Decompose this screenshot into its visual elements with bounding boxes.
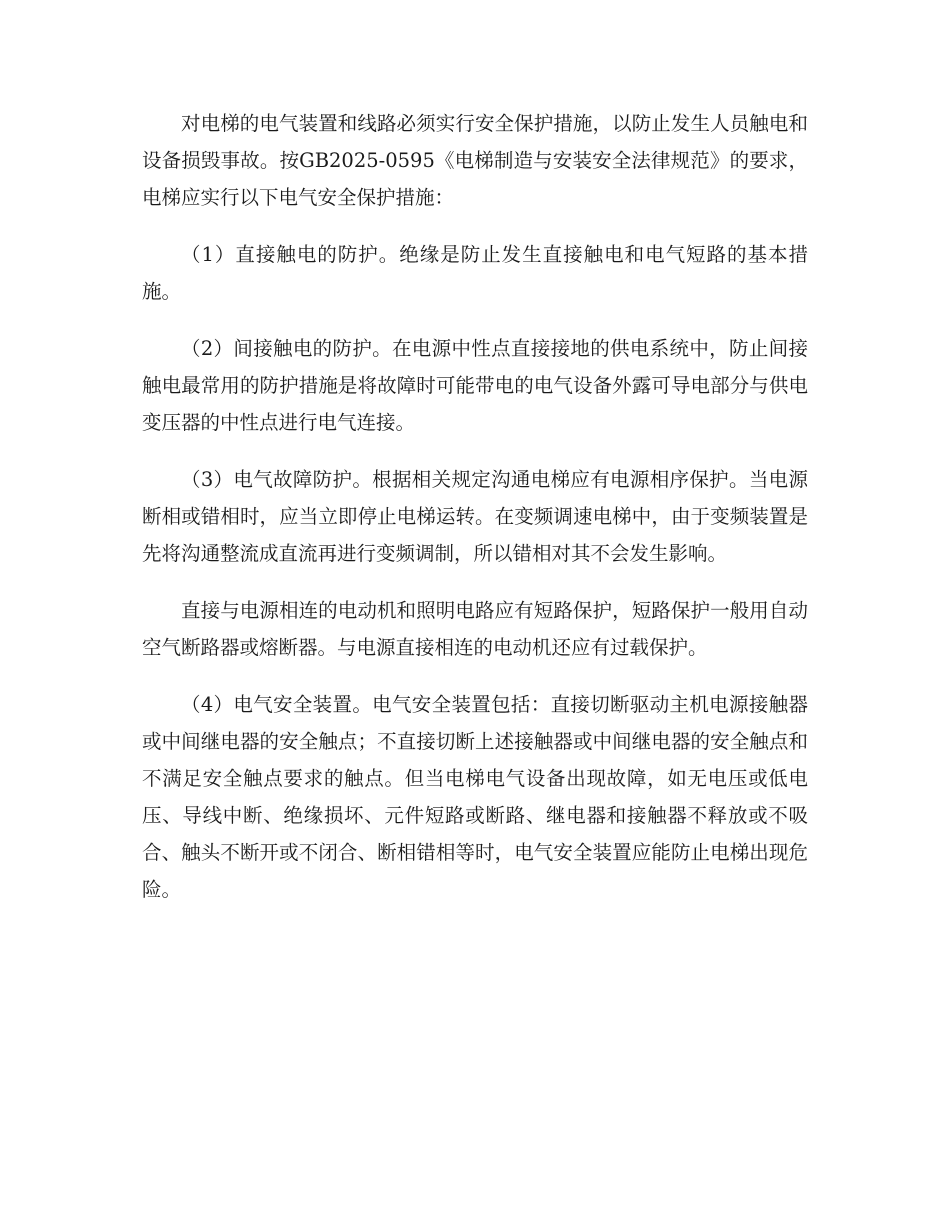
paragraph-electrical-safety-devices: （4）电气安全装置。电气安全装置包括：直接切断驱动主机电源接触器或中间继电器的安全触点；不直接切断上述接触器或中间继电器的安全触点和不满足安全触点要求的触点。但当电梯电气设备出现故障，如无电压或低电压、导线中断、绝缘损坏、元件短路或断路、继电器和接触器不释放或不吸合、触头不断开或不闭合、断相错相等时，电气安全装置应能防止电梯出现危险。	[142, 693, 808, 901]
paragraph-intro: 对电梯的电气装置和线路必须实行安全保护措施，以防止发生人员触电和设备损毁事故。按GB2025-0595《电梯制造与安装安全法律规范》的要求，电梯应实行以下电气安全保护措施：	[142, 112, 808, 209]
document-body	[142, 105, 808, 928]
paragraph-electrical-fault-protection: （3）电气故障防护。根据相关规定沟通电梯应有电源相序保护。当电源断相或错相时，应当立即停止电梯运转。在变频调速电梯中，由于变频装置是先将沟通整流成直流再进行变频调制，所以错相对其不会发生影响。	[142, 468, 808, 565]
paragraph-indirect-contact-protection: （2）间接触电的防护。在电源中性点直接接地的供电系统中，防止间接触电最常用的防护措施是将故障时可能带电的电气设备外露可导电部分与供电变压器的中性点进行电气连接。	[142, 337, 808, 434]
paragraph-short-circuit-protection: 直接与电源相连的电动机和照明电路应有短路保护，短路保护一般用自动空气断路器或熔断器。与电源直接相连的电动机还应有过载保护。	[142, 599, 808, 659]
paragraph-direct-contact-protection: （1）直接触电的防护。绝缘是防止发生直接触电和电气短路的基本措施。	[142, 243, 808, 303]
